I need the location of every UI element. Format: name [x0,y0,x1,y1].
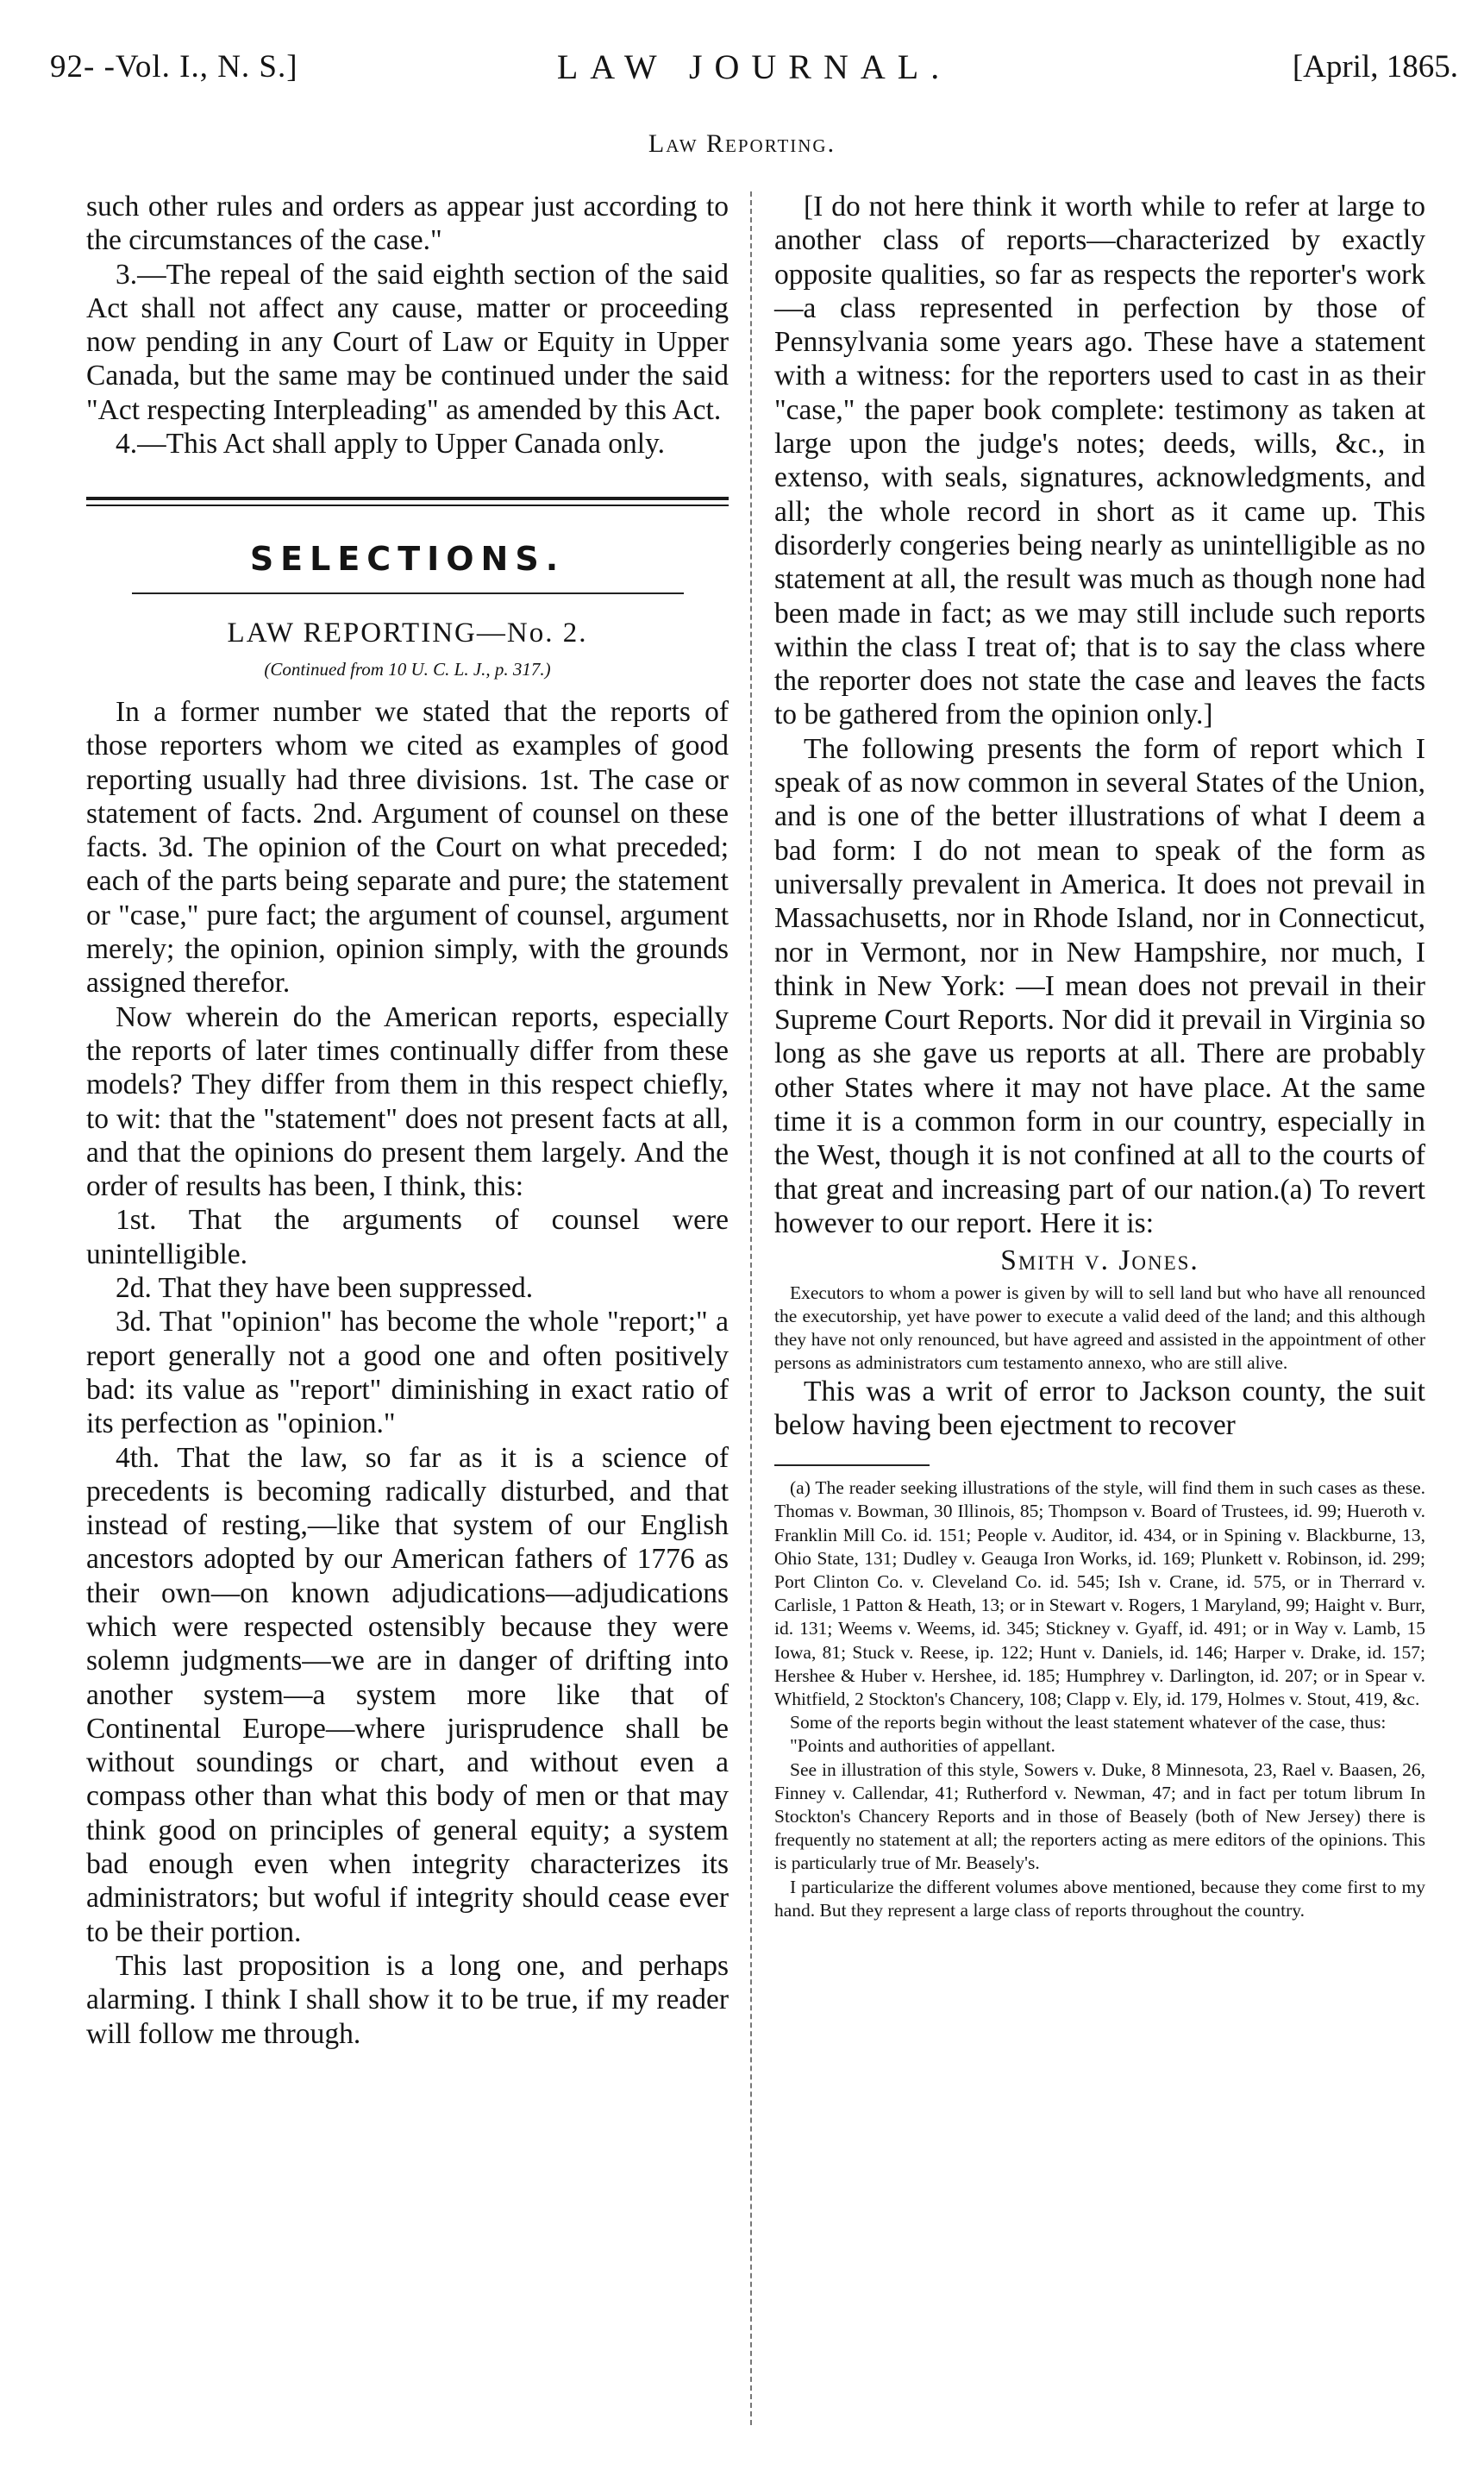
paragraph: 4.—This Act shall apply to Upper Canada only. [116,428,666,461]
paragraph: Now wherein do the American reports, especially the reports of later times continually differ from these models? They differ from them in this respect chiefly, to wit: that the "statement" does not present facts at all, and that the opinions do present them largely. And the order of results has been, I think, this: [86,1000,729,1203]
paragraph: 3d. That "opinion" has become the whole "report;" a report generally not a good one and often positively bad: its value as "report" diminishing in exact ratio of its perfection as "opinion." [86,1306,729,1440]
continued-note: (Continued from 10 U. C. L. J., p. 317.) [264,658,551,680]
paragraph: 2d. That they have been suppressed. [116,1272,534,1305]
footnote: "Points and authorities of appellant. [790,1735,1055,1757]
title-rule [132,592,684,594]
paragraph: such other rules and orders as appear just according to the circumstances of the case." [86,191,729,257]
issue-date: [April, 1865. [1292,49,1458,85]
paragraph: The following presents the form of report which I speak of as now common in several States of the Union, and is one of the better illustrations of what I deem a bad form: I do not mean to speak of the form as universally prevalent in America. It does not prevail in Massachusetts, nor in Rhode Island, nor in Connecticut, nor in Vermont, nor in New Hampshire, nor much, I think in New York: —I mean does not prevail in their Supreme Court Reports. Nor did it prevail in Virginia so long as she gave us reports at all. There are probably other States where it may not have place. At the same time it is a common form in our country, especially in the West, though it is not confined at all to the courts of that great and increasing part of our nation.(a) To revert however to our report. Here it is: [774,732,1425,1239]
footnote: See in illustration of this style, Sowers v. Duke, 8 Minnesota, 23, Rael v. Baasen, 26, Finney v. Callendar, 41; Rutherford v. Newman, 47; and in fact per totum librum In Stockton's Chancery Reports and in those of Beasely (both of New Jersey) there is frequently no statement at all; the reporters acting as mere editors of the opinions. This is particularly true of Mr. Beasely's. [774,1758,1425,1874]
section-subheading: Law Reporting. [648,129,836,158]
paragraph: [I do not here think it worth while to refer at large to another class of reports—characterized by exactly opposite qualities, so far as respects the reporter's work—a class represented in perfection by those of Pennsylvania some years ago. These have a statement with a witness: for the reporters used to cast in as their "case," the paper book complete: testimony as taken at large upon the judge's notes; deeds, wills, &c., in extenso, with seals, signatures, acknowledgments, and all; the whole record in short as it came up. This disorderly congeries being nearly as unintelligible as no statement at all, the result was much as though none had been made in fact; as we may still include such reports within the class I treat of; that is to say the class where the reporter does not state the case and leaves the facts to be gathered from the opinion only.] [774,191,1425,731]
footnote: (a) The reader seeking illustrations of the style, will find them in such cases as these. Thomas v. Bowman, 30 Illinois, 85; Thompson v. Board of Trustees, id. 99; Hueroth v. Franklin Mill Co. id. 151; People v. Auditor, id. 434, or in Spining v. Blackburne, 13, Ohio State, 131; Dudley v. Geauga Iron Works, id. 169; Plunkett v. Robinson, id. 299; Port Clinton Co. v. Cleveland Co. id. 545; Ish v. Crane, id. 575, or in Therrard v. Carlisle, 1 Patton & Heath, 13; or in Stewart v. Rogers, 1 Maryland, 99; Haight v. Burr, id. 131; Weems v. Weems, id. 345; Stickney v. Gyaff, id. 491; or in Way v. Lamb, 15 Iowa, 81; Stuck v. Reese, ip. 122; Hunt v. Daniels, id. 146; Harper v. Drake, id. 157; Hershee & Huber v. Hershee, id. 185; Humphrey v. Darlington, id. 207; or in Spear v. Whitfield, 2 Stockton's Chancery, 108; Clapp v. Ely, id. 179, Holmes v. Stout, 419, &c. [774,1477,1425,1709]
footnote-rule [774,1464,930,1466]
footnote: Some of the reports begin without the least statement whatever of the case, thus: [790,1712,1387,1733]
section-title: SELECTIONS. [249,540,566,579]
double-rule-divider [86,497,729,506]
paragraph: 4th. That the law, so far as it is a science of precedents is becoming radically disturbed, and that instead of resting,—like that system of our English ancestors adopted by our American fathers of 1776 as their own—on known adjudications—adjudications which were respected ostensibly because they were solemn judgments—we are in danger of drifting into another system—a system more like that of Continental Europe—where jurisprudence shall be without soundings or chart, and without even a compass other than what this body of men or that may think good on principles of general equity; a system bad enough even when integrity characterizes its administrators; but woful if integrity should cease ever to be their portion. [86,1441,729,1948]
journal-title: LAW JOURNAL. [556,47,952,86]
paragraph: 3.—The repeal of the said eighth section of the said Act shall not affect any cause, matter or proceeding now pending in any Court of Law or Equity in Upper Canada, but the same may be continued under the said "Act respecting Interpleading" as amended by this Act. [86,258,729,426]
paragraph: This last proposition is a long one, and perhaps alarming. I think I shall show it to be true, if my reader will follow me through. [86,1949,729,2050]
footnote: I particularize the different volumes above mentioned, because they come first to my hand. But they represent a large class of reports throughout the country. [774,1876,1425,1921]
right-column [774,190,1425,1922]
paragraph: This was a writ of error to Jackson county, the suit below having been ejectment to recover [774,1375,1425,1441]
article-title: LAW REPORTING—No. 2. [227,617,588,649]
paragraph: In a former number we stated that the reports of those reporters whom we cited as examples of good reporting usually had three divisions. 1st. The case or statement of facts. 2nd. Argument of counsel on these facts. 3d. The opinion of the Court on what preceded; each of the parts being separate and pure; the statement or "case," pure fact; the argument of counsel, argument merely; the opinion, opinion simply, with the grounds assigned therefor. [86,695,729,1000]
volume-number: 92- -Vol. I., N. S.] [50,49,298,85]
case-headnote: Executors to whom a power is given by will to sell land but who have all renounced the executorship, yet have power to execute a valid deed of the land; and this although they have not only renounced, but have agreed and assisted in the appointment of other persons as administrators cum testamento annexo, who are still alive. [774,1282,1425,1373]
column-divider [750,191,752,2425]
left-column [86,190,729,2051]
running-head [50,41,1458,102]
case-title: Smith v. Jones. [1000,1244,1199,1277]
paragraph: 1st. That the arguments of counsel were unintelligible. [86,1204,729,1270]
